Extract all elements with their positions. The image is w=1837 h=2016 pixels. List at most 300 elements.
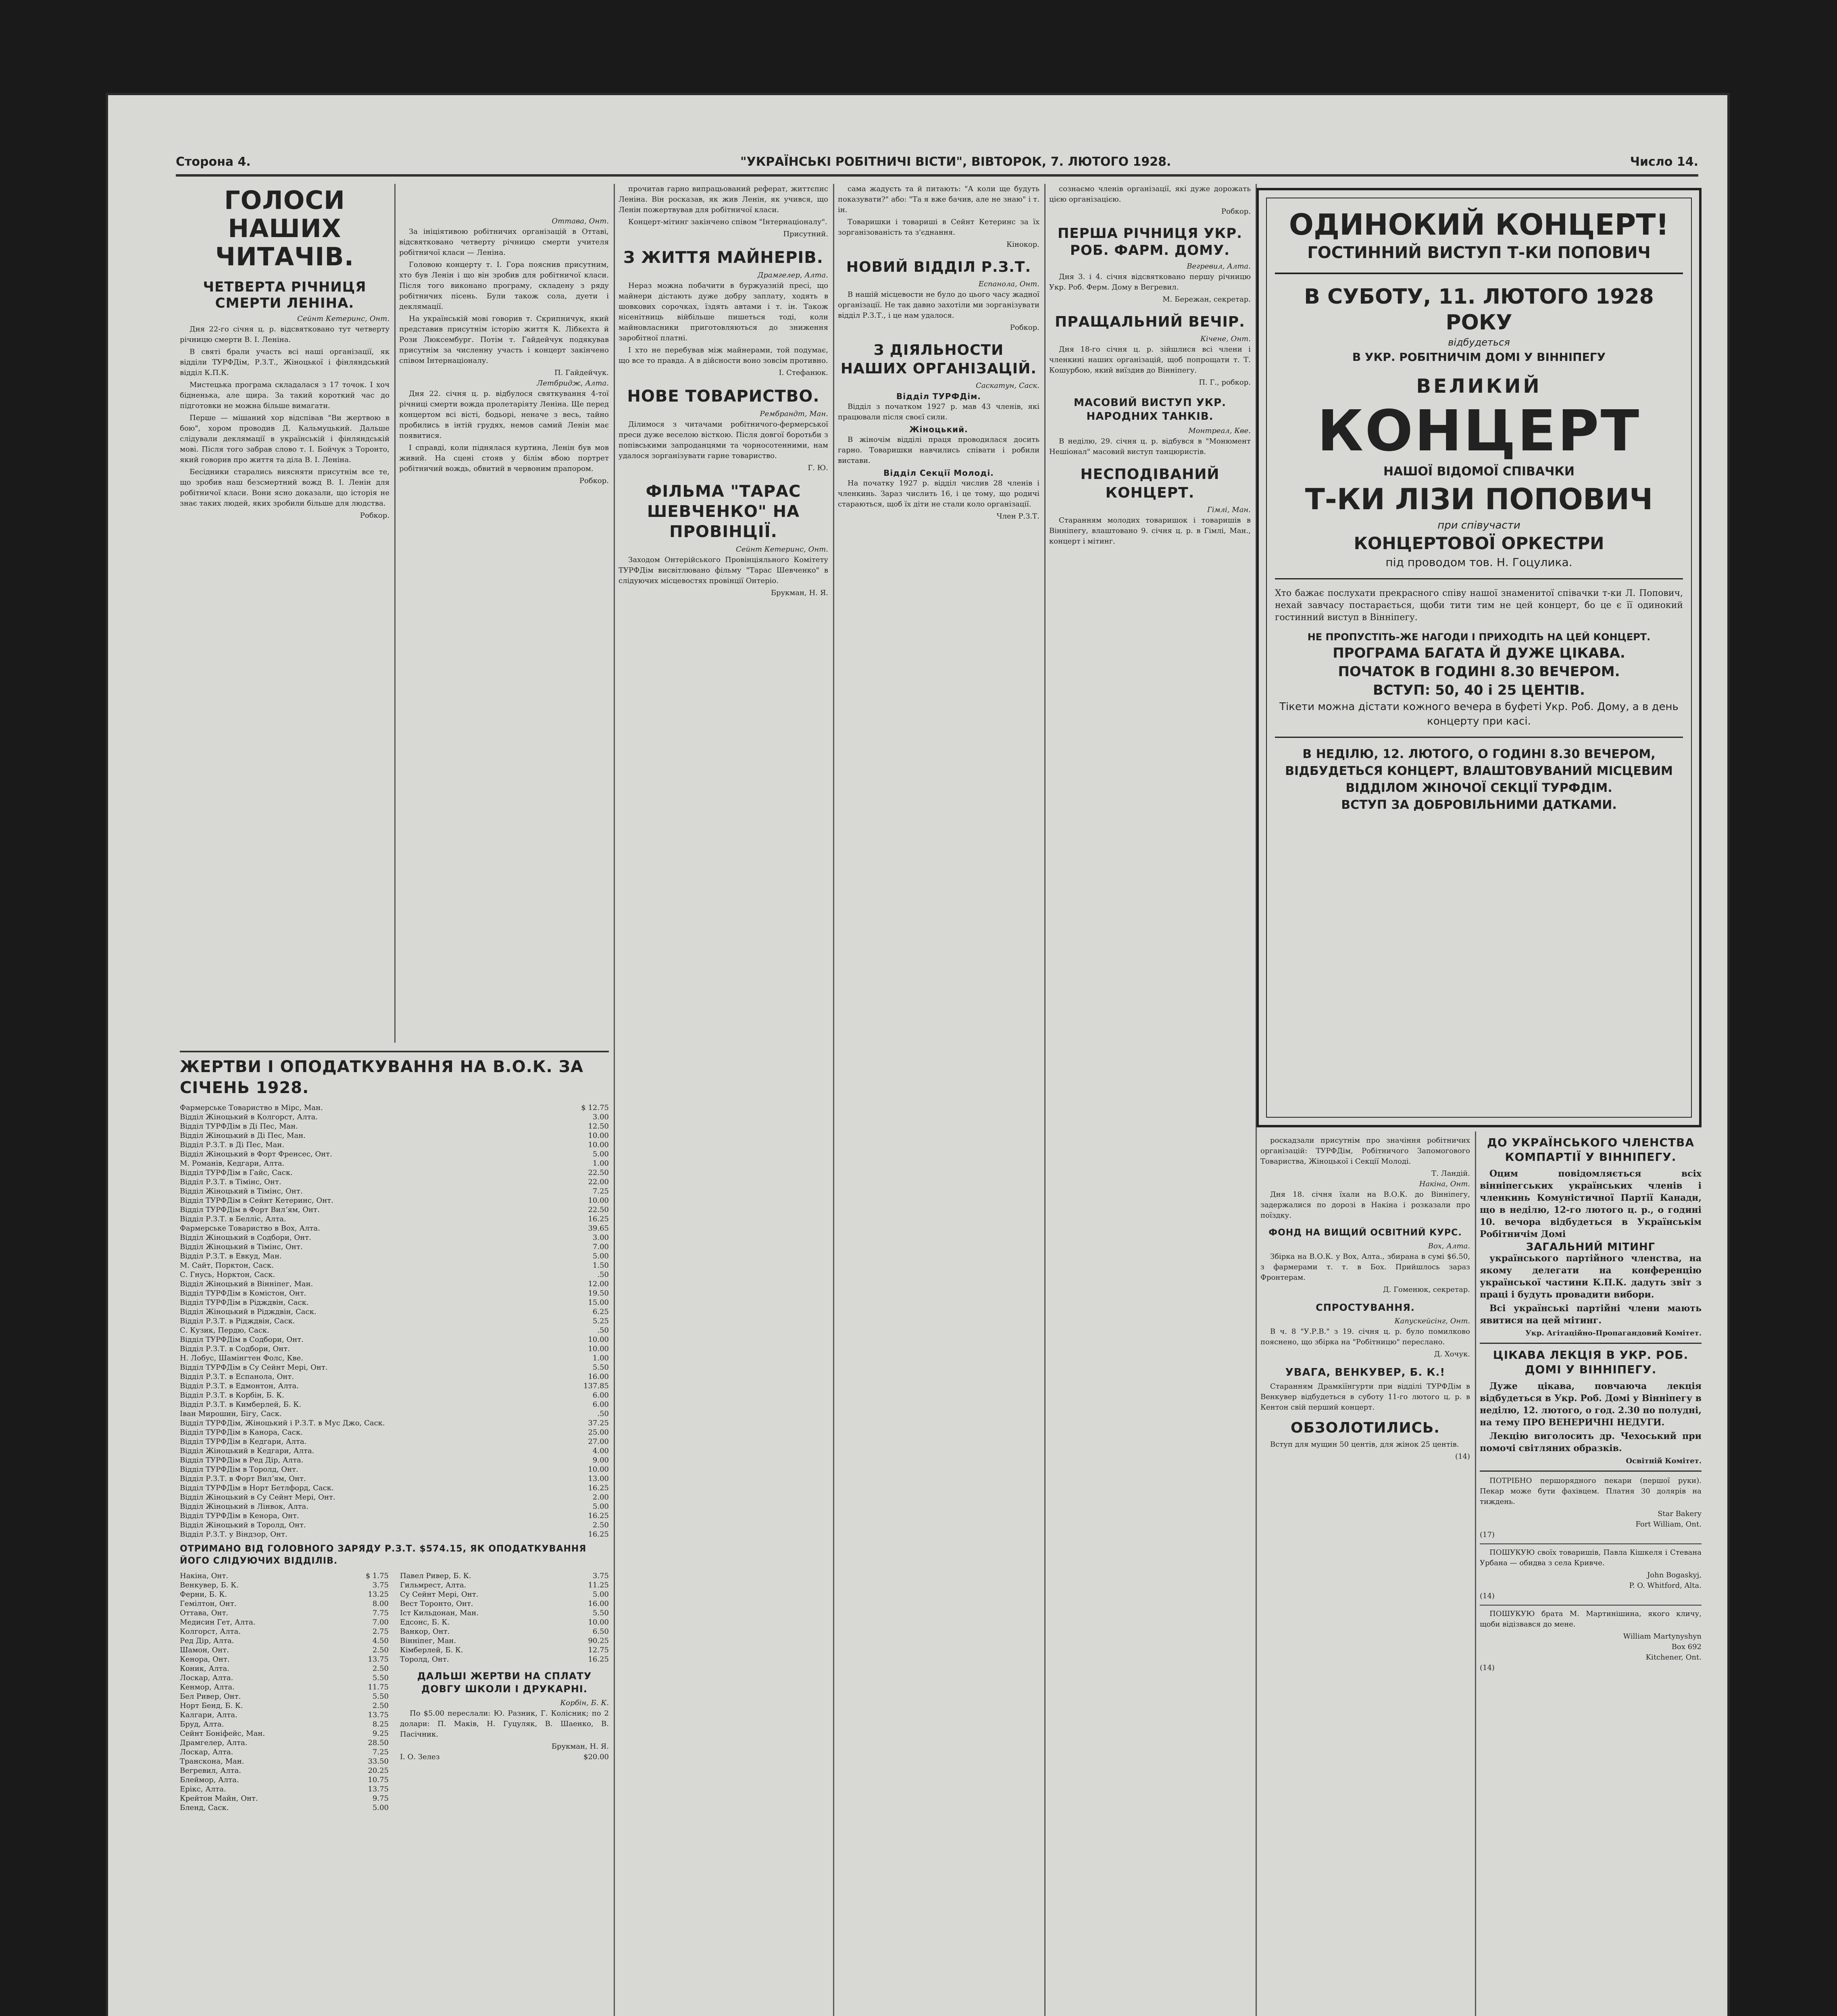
table-row	[400, 1581, 609, 1590]
table-row	[180, 1747, 389, 1757]
table-row	[180, 1581, 389, 1590]
donation-amount: 13.75	[368, 1655, 389, 1664]
column-rule	[833, 184, 834, 2016]
table-row	[180, 1520, 609, 1530]
donor-name: Медисин Гет, Алта.	[180, 1618, 256, 1627]
ad-rule	[1275, 273, 1683, 274]
table-row	[180, 1261, 609, 1270]
donor-name: Драмгелер, Алта.	[180, 1739, 248, 1747]
donation-amount: 7.25	[372, 1748, 389, 1756]
donor-name: Едсонс, Б. К.	[400, 1618, 450, 1627]
donor-name: Відділ Р.З.Т. в Тімінс, Онт.	[180, 1178, 281, 1186]
subheading: Відділ ТУРФДім.	[896, 392, 981, 401]
signature: Д. Гоменюк, секретар.	[1383, 1285, 1470, 1294]
ad-second-event: В НЕДІЛЮ, 12. ЛЮТОГО, О ГОДИНІ 8.30 ВЕЧЕРОМ, ВІДБУДЕТЬСЯ КОНЦЕРТ, ВЛАШТОВУВАНИЙ МІСЦЕВИМ ВІДДІЛОМ ЖІНОЧОЇ СЕКЦІЇ ТУРФДІМ.	[1285, 747, 1673, 795]
donor-name: Гемілтон, Онт.	[180, 1599, 237, 1608]
article-title: УВАГА, ВЕНКУВЕР, Б. К.!	[1285, 1366, 1445, 1379]
table-row	[180, 1720, 389, 1729]
ad-text: ВСТУП ЗА ДОБРОВІЛЬНИМИ ДАТКАМИ.	[1341, 798, 1617, 812]
donation-amount: 5.00	[592, 1502, 609, 1511]
paragraph: Заходом Онтерійського Провінціяльного Комітету ТУРФДім висвітлювано фільму "Тарас Шевченко" в слідуючих місцевостях провінції Онтеріо.	[619, 556, 828, 585]
donor-name: Відділ Р.З.Т. в Форт Вилʼям, Онт.	[180, 1475, 306, 1483]
table-row	[180, 1335, 609, 1344]
donor-name: Фармерське Товариство в Вох, Алта.	[180, 1224, 320, 1233]
donor-name: Відділ Жіноцький в Торолд, Онт.	[180, 1521, 306, 1529]
dateline: Сейнт Кетеринс, Онт.	[297, 314, 389, 323]
donor-name: Колгорст, Алта.	[180, 1627, 241, 1636]
donor-name: Відділ Р.З.Т. в Рідждвін, Саск.	[180, 1317, 295, 1325]
ad-contact: John Bogaskyj,	[1647, 1571, 1702, 1579]
donations-subtitle: ДАЛЬШІ ЖЕРТВИ НА СПЛАТУ ДОВГУ ШКОЛИ І ДРУКАРНІ.	[417, 1670, 592, 1695]
donor-name: Кенора, Онт.	[180, 1655, 230, 1664]
donor-name: Ерікс, Алта.	[180, 1785, 226, 1793]
paragraph: В святі брали участь всі наші організації, як відділи ТУРФДім, Р.З.Т., Жіноцької і фінляндський відділ К.П.К.	[180, 348, 389, 377]
newspaper-page	[108, 95, 1727, 2016]
paragraph: роскадзали присутнім про значіння робітничих організацій: ТУРФДім, Робітничого Запомогового Товариства, Жіноцької і Секції Молоді.	[1260, 1136, 1470, 1166]
divider	[1480, 1343, 1702, 1344]
table-row	[180, 1608, 389, 1618]
donation-amount: 5.50	[592, 1363, 609, 1372]
paragraph: Товаришки і товариші в Сейнт Кетеринс за їх зорганізованість та з'єднання.	[838, 218, 1039, 237]
table-row	[180, 1571, 389, 1581]
paragraph: Лекцію виголосить др. Чехоський при помочі світляних образків.	[1480, 1431, 1702, 1454]
donation-amount: 2.50	[372, 1664, 389, 1673]
donation-amount: 15.00	[588, 1298, 609, 1307]
donation-amount: 6.00	[592, 1391, 609, 1400]
paragraph: Всі українські партійні члени мають явитися на цей мітинг.	[1480, 1303, 1702, 1326]
table-row	[180, 1729, 389, 1738]
donor-name: Венкувер, Б. К.	[180, 1581, 239, 1589]
table-row	[180, 1618, 389, 1627]
dateline: Саскатун, Саск.	[976, 381, 1039, 390]
table-row	[180, 1187, 609, 1196]
dateline: Гімлі, Ман.	[1207, 506, 1251, 514]
donation-amount: 10.75	[368, 1776, 389, 1784]
article-title: СПРОСТУВАННЯ.	[1316, 1302, 1415, 1313]
paragraph: Дня 22-го січня ц. р. відсвятковано тут четверту річницю смерти В. І. Леніна.	[180, 325, 389, 344]
table-row	[180, 1590, 389, 1599]
donor-name: М. Сайт, Порктон, Саск.	[180, 1261, 274, 1270]
dateline: Монтреал, Кве.	[1188, 427, 1251, 435]
donor-name: Відділ ТУРФДім в Кенора, Онт.	[180, 1512, 299, 1520]
table-row	[180, 1289, 609, 1298]
column-rule	[394, 184, 396, 1043]
donation-amount: 12.75	[588, 1646, 609, 1654]
donation-amount: 90.25	[588, 1637, 609, 1645]
paragraph: Старанням Драмкіїнгурти при відділі ТУРФДім в Венкувер відбудеться в суботу 11-го лютого ц. р. в Кентон свій перший концерт.	[1260, 1382, 1470, 1412]
table-row	[180, 1233, 609, 1242]
table-row	[180, 1418, 609, 1428]
dateline: Кічене, Онт.	[1200, 335, 1251, 343]
table-row	[180, 1326, 609, 1335]
article-title: З ДІЯЛЬНОСТИ НАШИХ ОРГАНІЗАЦІЙ.	[840, 342, 1037, 377]
column-rule	[1475, 1131, 1476, 2016]
donor-name: Відділ ТУРФДім в Ред Дір, Алта.	[180, 1456, 304, 1464]
table-row	[180, 1775, 389, 1785]
article-title: ЧЕТВЕРТА РІЧНИЦЯ СМЕРТИ ЛЕНІНА.	[203, 279, 367, 311]
donor-name: Відділ Жіноцький в Тімінс, Онт.	[180, 1243, 303, 1251]
ad-concert-word: КОНЦЕРТ	[1317, 398, 1641, 464]
donation-amount: 16.25	[588, 1484, 609, 1492]
donor-name: Відділ Жіноцький в Су Сейнт Мері, Онт.	[180, 1493, 335, 1502]
donor-name: Накіна, Онт.	[180, 1572, 229, 1580]
donation-amount: 9.00	[592, 1456, 609, 1464]
donation-amount: .50	[597, 1270, 609, 1279]
donor-name: Відділ ТУРФДім в Торолд, Онт.	[180, 1465, 298, 1474]
subheading: Жіноцький.	[909, 425, 968, 434]
donation-amount: 5.00	[372, 1804, 389, 1812]
donor-name: Відділ ТУРФДім в Су Сейнт Мері, Онт.	[180, 1363, 328, 1372]
ad-text: відбудеться	[1448, 337, 1510, 348]
donor-name: Відділ ТУРФДім в Ді Пес, Ман.	[180, 1122, 298, 1131]
column-4	[838, 184, 1039, 2016]
donation-amount: 137.85	[583, 1382, 609, 1390]
table-row	[180, 1205, 609, 1214]
ad-text: НЕ ПРОПУСТІТЬ-ЖЕ НАГОДИ І ПРИХОДІТЬ НА ЦЕЙ КОНЦЕРТ.	[1307, 631, 1651, 643]
table-row	[180, 1645, 389, 1655]
ad-contact: P. O. Whitford, Alta.	[1629, 1581, 1702, 1590]
table-row	[180, 1363, 609, 1372]
paragraph: За ініціятивою робітничих організацій в Оттаві, відсвятковано четверту річницю смерти учителя робітничої класи — Леніна.	[399, 227, 609, 257]
paragraph: Дня 18. січня їхали на В.О.К. до Вінніпегу, задержалися по дорозі в Накіна і розказали про поїздку.	[1260, 1190, 1470, 1220]
table-row	[180, 1279, 609, 1289]
paragraph: На початку 1927 р. відділ числив 28 членів і членкинь. Зараз числить 16, і це тому, що родичі стараються, щоб їх діти не стали коло організації.	[838, 479, 1039, 508]
donations-title: ЖЕРТВИ І ОПОДАТКУВАННЯ НА В.О.К. ЗА СІЧЕНЬ 1928.	[180, 1058, 584, 1097]
donor-name: Відділ ТУРФДім в Кедгари, Алта.	[180, 1437, 307, 1446]
table-row	[180, 1446, 609, 1456]
table-row	[180, 1710, 389, 1720]
donation-amount: 20.25	[368, 1766, 389, 1775]
ad-number: (17)	[1480, 1531, 1495, 1539]
donations-table-right	[400, 1571, 609, 1664]
table-row	[180, 1252, 609, 1261]
donor-name: Іван Мирошин, Бігу, Саск.	[180, 1410, 282, 1418]
paragraph: Оцим повідомляється всіх вінніпегських українських членів і членкинь Комуністичної Партії Канади, що в неділю, 12-го лютого ц. р., о годині 10. вечора відбудеться в Українськім Робітничім Домі	[1480, 1168, 1702, 1239]
donation-amount: 5.50	[592, 1609, 609, 1617]
table-row	[180, 1766, 389, 1775]
dateline: Драмгелер, Алта.	[757, 271, 828, 279]
article-title: НОВЕ ТОВАРИСТВО.	[627, 387, 820, 406]
table-row	[180, 1159, 609, 1168]
table-row	[400, 1636, 609, 1645]
donation-amount: 6.25	[592, 1308, 609, 1316]
donation-amount: 7.00	[372, 1618, 389, 1627]
donor-name: Відділ ТУРФДім в Комістон, Онт.	[180, 1289, 306, 1297]
signature: Т. Ландій.	[1431, 1169, 1470, 1178]
table-row	[180, 1103, 609, 1112]
dateline: Капускейсінг, Онт.	[1394, 1317, 1470, 1325]
donation-amount: 39.65	[588, 1224, 609, 1233]
donor-name: Лоскар, Алта.	[180, 1748, 233, 1756]
dateline: Накіна, Онт.	[1419, 1180, 1470, 1188]
classified-ad: ПОТРІБНО першорядного пекари (першої руки). Пекар може бути фахівцем. Платня 30 долярів на тиждень.	[1480, 1477, 1702, 1506]
donor-name: Норт Бенд, Б. К.	[180, 1702, 243, 1710]
donor-name: Бленд, Саск.	[180, 1804, 229, 1812]
donation-amount: 22.00	[588, 1178, 609, 1186]
donor-name: Відділ Жіноцький в Форт Френсес, Онт.	[180, 1150, 332, 1158]
signature: Г. Ю.	[808, 464, 828, 472]
donor-name: Відділ ТУРФДім в Канора, Саск.	[180, 1428, 303, 1437]
paragraph: І хто не перебував між майнерами, той подумає, що все то правда. А в дійсности воно зовсім противно.	[619, 346, 828, 365]
donor-name: Відділ Жіноцький в Вінніпег, Ман.	[180, 1280, 313, 1288]
table-row	[180, 1316, 609, 1326]
donor-name: Бруд, Алта.	[180, 1720, 224, 1729]
classified-ad: ПОШУКУЮ брата М. Мартинішина, якого кличу, щоби відізвався до мене.	[1480, 1610, 1702, 1629]
donation-amount: 4.00	[592, 1447, 609, 1455]
table-row	[180, 1664, 389, 1673]
paragraph: Вступ для мущин 50 центів, для жінок 25 центів.	[1270, 1440, 1459, 1449]
ad-price: ВСТУП: 50, 40 і 25 ЦЕНТІВ.	[1373, 682, 1585, 698]
article-title: ОБЗОЛОТИЛИСЬ.	[1291, 1420, 1440, 1436]
donor-name: Шамон, Онт.	[180, 1646, 229, 1654]
ad-venue: В УКР. РОБІТНИЧІМ ДОМІ У ВІННІПЕГУ	[1352, 350, 1606, 364]
donation-amount: 13.00	[588, 1475, 609, 1483]
signature: Брукман, Н. Я.	[771, 589, 828, 597]
donor-name: Вінніпег, Ман.	[400, 1637, 456, 1645]
article-title: НЕСПОДІВАНИЙ КОНЦЕРТ.	[1080, 466, 1220, 501]
paragraph: Головою концерту т. І. Гора пояснив присутним, хто був Ленін і що він зробив для робітничої класи. Після того виконано програму, складену з ряду робітничих пісень. Були також сола, дуети і деклямації.	[399, 260, 609, 311]
dateline: Корбін, Б. К.	[560, 1699, 609, 1707]
column-2	[399, 216, 609, 1083]
table-row	[180, 1599, 389, 1608]
paragraph: Дня 22. січня ц. р. відбулося святкування 4-тої річниці смерти вожда пролетаріяту Леніна. Ще перед концертом всі вісті, бодьорі, неначе з весь, тайно пробились в інтій грудях, немов самий Ленін має появитися.	[399, 389, 609, 440]
donor-name: Відділ ТУРФДім, Жіноцький і Р.З.Т. в Мус Джо, Саск.	[180, 1419, 385, 1427]
donation-amount: 16.00	[588, 1599, 609, 1608]
paragraph: сознаємо членів організації, які дуже дорожать цією організацією.	[1049, 185, 1251, 204]
donor-name: С. Кузик, Пердю, Саск.	[180, 1326, 269, 1335]
table-row	[180, 1530, 609, 1539]
table-row	[180, 1437, 609, 1446]
donor-name: Відділ Жіноцький в Ді Пес, Ман.	[180, 1131, 306, 1140]
table-row	[180, 1224, 609, 1233]
paragraph: прочитав гарно випрацьований реферат, життєпис Леніна. Він росказав, як жив Ленін, як учився, що Ленін пожертвував для робітничої класи.	[619, 185, 828, 214]
donor-name: Відділ ТУРФДім в Норт Бетлфорд, Саск.	[180, 1484, 334, 1492]
subheading: ЗАГАЛЬНИЙ МІТИНГ	[1526, 1241, 1656, 1253]
donor-name: І. О. Зелез	[400, 1753, 440, 1761]
column-1	[180, 184, 389, 1051]
ad-contact: William Martynyshyn	[1623, 1632, 1702, 1641]
donation-amount: 13.25	[368, 1590, 389, 1599]
donation-amount: 1.00	[592, 1159, 609, 1168]
signature: (14)	[1455, 1452, 1470, 1461]
donation-amount: 5.00	[592, 1590, 609, 1599]
divider	[1480, 1470, 1702, 1472]
donation-amount: 8.00	[372, 1599, 389, 1608]
signature: Д. Хочук.	[1434, 1350, 1470, 1358]
dateline: Оттава, Онт.	[552, 217, 609, 225]
paragraph: Відділ з початком 1927 р. мав 43 членів, які працювали після своєї сили.	[838, 402, 1039, 421]
donation-amount: 8.25	[372, 1720, 389, 1729]
table-row	[180, 1298, 609, 1307]
donor-name: Відділ Жіноцький в Содбори, Онт.	[180, 1233, 311, 1242]
ad-body: Хто бажає послухати прекрасного співу нашої знаменитої співачки т-ки Л. Попович, нехай завчасу постарається, щоби тити тим не цей концерт, бо це є її одинокий гостинний виступ в Вінніпегу.	[1275, 588, 1683, 623]
donation-amount: .50	[597, 1326, 609, 1335]
donor-name: Вест Торонто, Онт.	[400, 1599, 473, 1608]
donation-amount: 10.00	[588, 1196, 609, 1205]
donation-amount: 28.50	[368, 1739, 389, 1747]
table-row	[180, 1391, 609, 1400]
donation-amount: 5.50	[372, 1674, 389, 1682]
dateline: Еспанола, Онт.	[978, 280, 1039, 288]
paragraph: Збірка на В.О.К. у Вох, Алта., збирана в сумі $6.50, з фармерами т. т. в Бох. Прийшлось зараз Фронтерам.	[1260, 1252, 1470, 1282]
table-row	[180, 1627, 389, 1636]
paragraph: сама жадуєть та й питають: "А коли ще будуть показувати?" або: "Та я вже бачив, але не знаю" і т. ін.	[838, 185, 1039, 214]
table-row	[180, 1400, 609, 1409]
donation-amount: 5.00	[592, 1252, 609, 1260]
donation-amount: $ 12.75	[581, 1104, 609, 1112]
donation-amount: 5.25	[592, 1317, 609, 1325]
paragraph: По $5.00 переслали: Ю. Разник, Г. Колісник; по 2 долари: П. Маків, Н. Гуцуляк, В. Шаенко, В. Пасічник.	[400, 1709, 609, 1739]
donation-amount: 3.00	[592, 1113, 609, 1121]
table-row	[180, 1131, 609, 1140]
signature: П. Гайдейчук.	[554, 369, 609, 377]
ad-singer: Т-КИ ЛІЗИ ПОПОВИЧ	[1305, 482, 1653, 516]
donation-amount: 2.50	[592, 1521, 609, 1529]
paragraph: Бесідники старались виясняти присутнім все те, що зробив наш безсмертний вожд В. І. Ленін для робітничої класи. Вони ясно доказали, що історія не знає таких людей, яких зробили більше для людства.	[180, 468, 389, 508]
table-row	[400, 1627, 609, 1636]
subheading: Відділ Секції Молоді.	[883, 468, 994, 478]
donation-amount: 13.75	[368, 1785, 389, 1793]
divider	[1480, 1543, 1702, 1544]
classified-ad: ПОШУКУЮ своїх товаришів, Павла Кішкеля і Стевана Урбана — обидва з села Кривче.	[1480, 1548, 1702, 1567]
ad-text: Тікети можна дістати кожного вечера в буфеті Укр. Роб. Дому, а в день концерту при касі.	[1279, 701, 1679, 727]
ad-text: при співучасти	[1437, 519, 1520, 531]
donor-name: Відділ Р.З.Т. в Еспанола, Онт.	[180, 1372, 294, 1381]
donor-name: Лоскар, Алта.	[180, 1674, 233, 1682]
header-rule	[176, 174, 1698, 177]
donor-name: Фармерське Товариство в Мірс, Ман.	[180, 1104, 323, 1112]
table-row	[180, 1502, 609, 1511]
donor-name: Відділ ТУРФДім в Рідждвін, Саск.	[180, 1298, 309, 1307]
dateline: Вох, Алта.	[1428, 1242, 1470, 1250]
table-row	[180, 1692, 389, 1701]
table-row	[400, 1618, 609, 1627]
donation-amount: $ 1.75	[365, 1572, 389, 1580]
donor-name: Калгари, Алта.	[180, 1711, 237, 1719]
table-row	[400, 1599, 609, 1608]
table-row	[400, 1571, 609, 1581]
article-title: ПРАЩАЛЬНИЙ ВЕЧІР.	[1055, 314, 1245, 330]
column-3	[619, 184, 828, 2016]
table-row	[180, 1456, 609, 1465]
table-row	[180, 1122, 609, 1131]
table-row	[400, 1655, 609, 1664]
donation-amount: 9.25	[372, 1729, 389, 1738]
donor-name: Гильмрест, Алта.	[400, 1581, 467, 1589]
donor-name: Відділ ТУРФДім в Сейнт Кетеринс, Онт.	[180, 1196, 333, 1205]
paragraph: Дуже цікава, повчаюча лекція відбудеться в Укр. Роб. Домі у Вінніпегу в неділю, 12. лютого, о год. 2.30 по полудні, на тему ПРО ВЕНЕРИЧНІ НЕДУГИ.	[1480, 1381, 1702, 1428]
table-row	[180, 1344, 609, 1354]
concert-advertisement	[1256, 188, 1702, 1127]
donor-name: Блеймор, Алта.	[180, 1776, 239, 1784]
dateline: Вегревил, Алта.	[1187, 262, 1251, 271]
donor-name: Відділ Р.З.Т. в Белліс, Алта.	[180, 1215, 286, 1223]
donor-name: Відділ Р.З.Т. в Содбори, Онт.	[180, 1345, 290, 1353]
donor-name: Кенмор, Алта.	[180, 1683, 235, 1691]
donation-amount: 16.25	[588, 1512, 609, 1520]
table-row	[180, 1354, 609, 1363]
table-row	[180, 1701, 389, 1710]
donation-amount: 9.75	[372, 1794, 389, 1803]
donation-amount: 7.00	[592, 1243, 609, 1251]
table-row	[180, 1177, 609, 1187]
donor-name: Іст Кильдонан, Ман.	[400, 1609, 479, 1617]
table-row	[180, 1168, 609, 1177]
ad-date: В СУБОТУ, 11. ЛЮТОГО 1928 РОКУ	[1304, 285, 1654, 335]
divider	[1480, 1605, 1702, 1606]
signature: Робкор.	[1221, 207, 1251, 216]
donation-amount: 5.00	[592, 1150, 609, 1158]
donation-amount: 2.50	[372, 1646, 389, 1654]
donation-amount: 3.00	[592, 1233, 609, 1242]
signature: Брукман, Н. Я.	[551, 1742, 609, 1751]
ad-contact: Star Bakery	[1658, 1510, 1702, 1518]
article-title: ФІЛЬМА "ТАРАС ШЕВЧЕНКО" НА ПРОВІНЦІЇ.	[646, 482, 801, 541]
signature: Кінокор.	[1006, 240, 1039, 249]
ad-contact: Box 692	[1671, 1643, 1702, 1651]
table-row	[180, 1381, 609, 1391]
table-row	[180, 1465, 609, 1474]
donor-name: Відділ Р.З.Т. в Ді Пес, Ман.	[180, 1141, 285, 1149]
table-row	[400, 1645, 609, 1655]
donor-name: Відділ Жіноцький в Лінвок, Алта.	[180, 1502, 308, 1511]
donation-amount: 6.50	[592, 1627, 609, 1636]
donor-name: Бел Ривер, Онт.	[180, 1692, 241, 1701]
signature: Присутний.	[783, 230, 828, 238]
donor-name: Відділ Р.З.Т. в Евкуд, Ман.	[180, 1252, 282, 1260]
article-title: ФОНД НА ВИЩИЙ ОСВІТНИЙ КУРС.	[1268, 1228, 1462, 1238]
table-row	[180, 1140, 609, 1150]
paragraph: В ч. 8 "У.Р.В." з 19. січня ц. р. було помилково пояснено, що збірка на "Робітницю" переслано.	[1260, 1327, 1470, 1346]
donor-name: Су Сейнт Мері, Онт.	[400, 1590, 479, 1599]
donor-name: Кімберлей, Б. К.	[400, 1646, 463, 1654]
signature: П. Г., робкор.	[1199, 378, 1251, 387]
ad-number: (14)	[1480, 1592, 1495, 1600]
donor-name: Коник, Алта.	[180, 1664, 229, 1673]
column-5	[1049, 184, 1251, 2016]
page-header	[176, 155, 1698, 171]
ad-headline: ОДИНОКИЙ КОНЦЕРТ!	[1289, 208, 1669, 242]
paragraph: На українській мові говорив т. Скрипничук, який представив присутнім історію життя К. Лібкехта й Рози Люксембург. Потім т. Гайдейчук подякував присутнім за численну участь і концерт закінчено співом Інтернаціоналу.	[399, 314, 609, 365]
table-row	[180, 1511, 609, 1520]
divider	[180, 1051, 609, 1052]
paragraph: Дня 18-го січня ц. р. зійшлися всі члени і членкині наших організацій, щоб попрощати т. Т. Кошурбою, який виїздив до Вінніпегу.	[1049, 345, 1251, 375]
donations-subtitle: ОТРИМАНО ВІД ГОЛОВНОГО ЗАРЯДУ Р.З.Т. $574.15, ЯК ОПОДАТКУВАННЯ ЙОГО СЛІДУЮЧИХ ВІДДІЛІВ.	[180, 1544, 587, 1566]
donations-table	[180, 1103, 609, 1539]
table-row	[180, 1673, 389, 1683]
table-row	[180, 1483, 609, 1493]
donation-amount: 10.00	[588, 1618, 609, 1627]
table-row	[400, 1608, 609, 1618]
paragraph: Дня 3. і 4. січня відсвятковано першу річницю Укр. Роб. Ферм. Дому в Вегревил.	[1049, 273, 1251, 292]
table-row	[180, 1493, 609, 1502]
section-title: ГОЛОСИ НАШИХ ЧИТАЧІВ.	[215, 185, 354, 271]
signature: Освітній Комітет.	[1626, 1457, 1702, 1465]
signature: Укр. Агітаційно-Пропагандовий Комітет.	[1525, 1329, 1702, 1337]
donation-amount: 37.25	[588, 1419, 609, 1427]
notice-title: ДО УКРАЇНСЬКОГО ЧЛЕНСТВА КОМПАРТІЇ У ВІННІПЕГУ.	[1487, 1136, 1695, 1164]
donor-name: Відділ Жіноцький в Тімінс, Онт.	[180, 1187, 303, 1195]
donor-name: Відділ Жіноцький в Колгорст, Алта.	[180, 1113, 318, 1121]
signature: Робкор.	[1010, 323, 1039, 332]
donation-amount: 19.50	[588, 1289, 609, 1297]
donor-name: Торолд, Онт.	[400, 1655, 449, 1664]
ad-number: (14)	[1480, 1664, 1495, 1672]
donation-amount: 10.00	[588, 1345, 609, 1353]
donations-section	[180, 1051, 609, 2016]
donation-amount: 12.00	[588, 1280, 609, 1288]
table-row	[180, 1636, 389, 1645]
